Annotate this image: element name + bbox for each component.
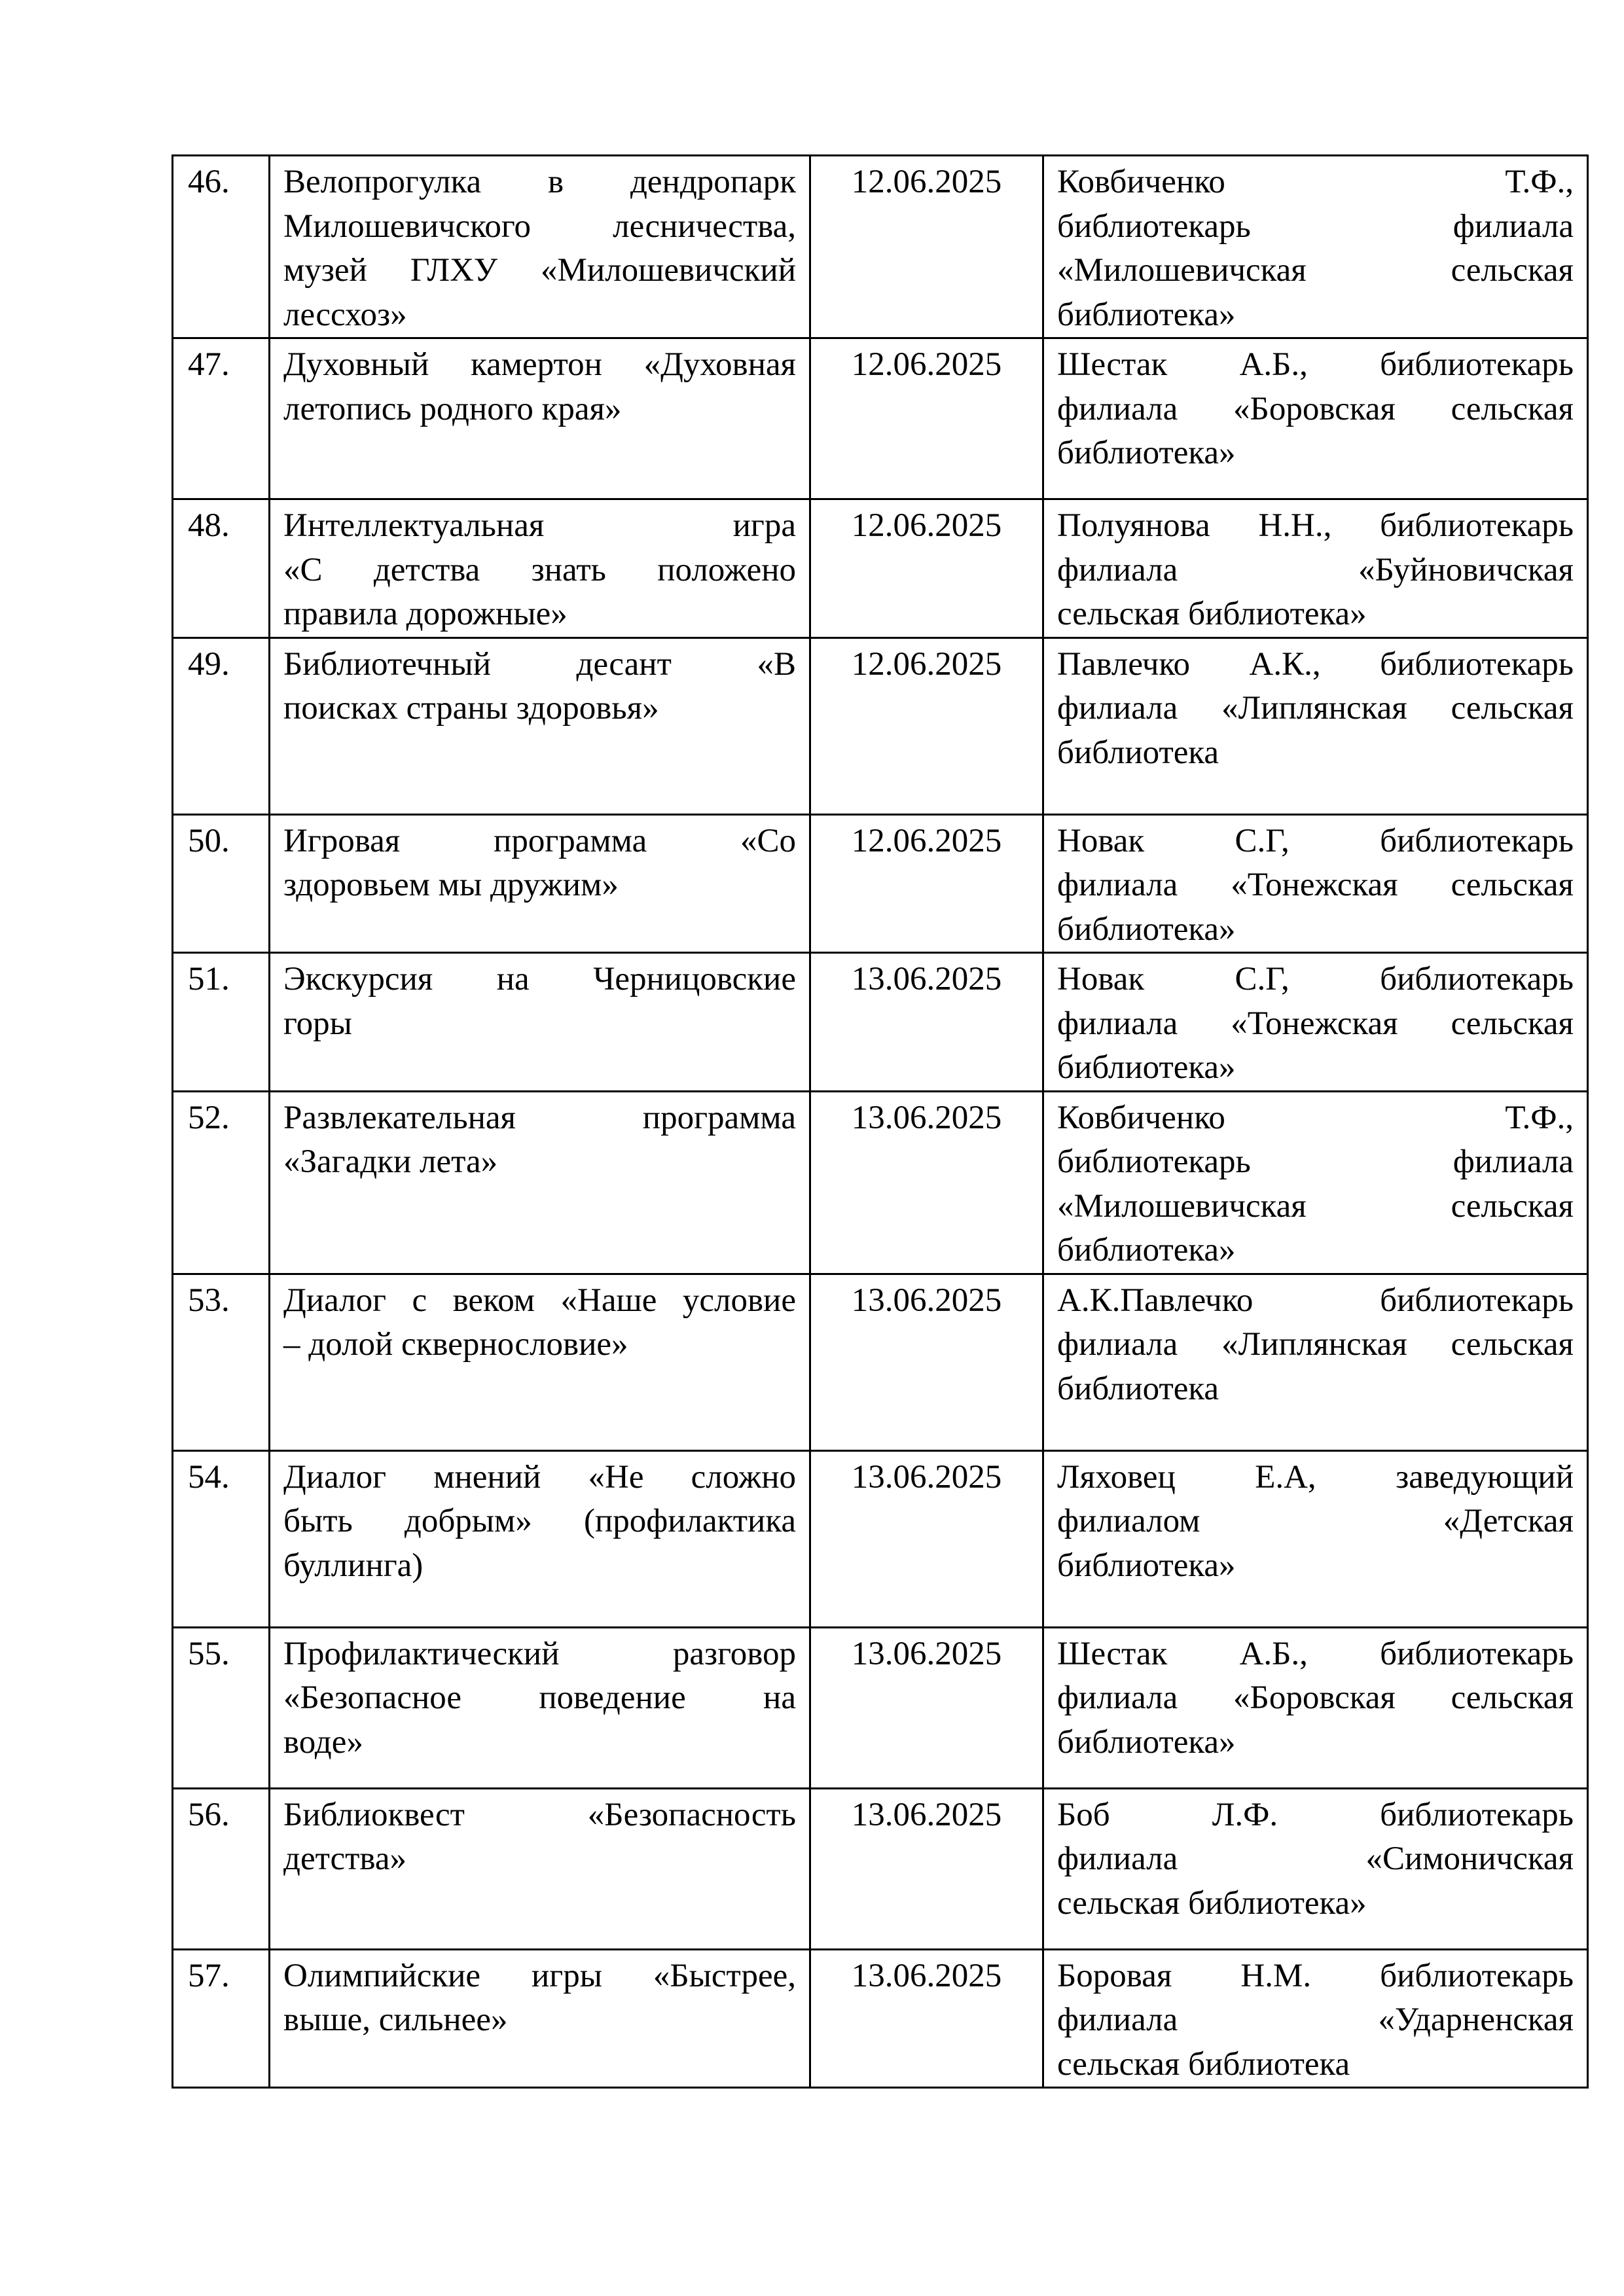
event-date: 12.06.2025 bbox=[810, 499, 1043, 638]
cell-text-line: Ковбиченко Т.Ф., bbox=[1057, 1099, 1574, 1136]
event-title bbox=[270, 1450, 810, 1627]
table-row bbox=[173, 156, 1588, 338]
row-number: 49. bbox=[173, 637, 270, 814]
cell-text-line: «Загадки лета» bbox=[283, 1143, 498, 1180]
event-date: 12.06.2025 bbox=[810, 637, 1043, 814]
table-row bbox=[173, 1949, 1588, 2088]
responsible-person bbox=[1043, 1949, 1588, 2088]
cell-text-line: Велопрогулка в дендропарк bbox=[283, 164, 796, 200]
event-title bbox=[270, 637, 810, 814]
event-date: 12.06.2025 bbox=[810, 338, 1043, 499]
events-table-body bbox=[173, 156, 1588, 2088]
cell-text-line: библиотека» bbox=[1057, 296, 1236, 333]
cell-text-line: филиала «Тонежская сельская bbox=[1057, 1005, 1574, 1042]
responsible-person bbox=[1043, 953, 1588, 1092]
cell-text-line: библиотека» bbox=[1057, 910, 1236, 948]
event-title bbox=[270, 814, 810, 953]
row-number: 56. bbox=[173, 1788, 270, 1949]
cell-text-line: Милошевичского лесничества, bbox=[283, 207, 796, 245]
cell-text-line: Боб Л.Ф. библиотекарь bbox=[1057, 1796, 1574, 1833]
cell-text-line: летопись родного края» bbox=[283, 390, 622, 427]
cell-text-line: сельская библиотека» bbox=[1057, 596, 1367, 632]
event-title bbox=[270, 953, 810, 1092]
event-date: 13.06.2025 bbox=[810, 1949, 1043, 2088]
event-date: 12.06.2025 bbox=[810, 814, 1043, 953]
cell-text-line: Библиотечный десант «В bbox=[283, 645, 796, 683]
responsible-person bbox=[1043, 338, 1588, 499]
table-row bbox=[173, 1450, 1588, 1627]
cell-text-line: библиотекарь филиала bbox=[1057, 1143, 1574, 1180]
table-row bbox=[173, 953, 1588, 1092]
cell-text-line: библиотека» bbox=[1057, 1049, 1236, 1086]
row-number: 54. bbox=[173, 1450, 270, 1627]
table-row bbox=[173, 1091, 1588, 1274]
event-title bbox=[270, 1949, 810, 2088]
cell-text-line: быть добрым» (профилактика bbox=[283, 1503, 796, 1539]
cell-text-line: Диалог мнений «Не сложно bbox=[283, 1458, 796, 1496]
event-date: 13.06.2025 bbox=[810, 1091, 1043, 1274]
event-title bbox=[270, 156, 810, 338]
cell-text-line: «Милошевичская сельская bbox=[1057, 252, 1574, 289]
responsible-person bbox=[1043, 814, 1588, 953]
event-date: 13.06.2025 bbox=[810, 953, 1043, 1092]
row-number: 47. bbox=[173, 338, 270, 499]
event-date: 13.06.2025 bbox=[810, 1274, 1043, 1450]
row-number: 57. bbox=[173, 1949, 270, 2088]
cell-text-line: сельская библиотека bbox=[1057, 2045, 1350, 2083]
table-row bbox=[173, 499, 1588, 638]
cell-text-line: библиотекарь филиала bbox=[1057, 207, 1574, 245]
table-row bbox=[173, 637, 1588, 814]
event-title bbox=[270, 1274, 810, 1450]
cell-text-line: Ковбиченко Т.Ф., bbox=[1057, 164, 1574, 200]
cell-text-line: Ляховец Е.А, заведующий bbox=[1057, 1458, 1574, 1496]
table-row bbox=[173, 814, 1588, 953]
cell-text-line: филиала «Боровская сельская bbox=[1057, 1679, 1574, 1716]
responsible-person bbox=[1043, 156, 1588, 338]
cell-text-line: горы bbox=[283, 1005, 352, 1042]
events-table bbox=[171, 154, 1589, 2089]
cell-text-line: Полуянова Н.Н., библиотекарь bbox=[1057, 507, 1574, 544]
row-number: 48. bbox=[173, 499, 270, 638]
row-number: 51. bbox=[173, 953, 270, 1092]
cell-text-line: библиотека bbox=[1057, 1370, 1219, 1407]
cell-text-line: буллинга) bbox=[283, 1547, 424, 1584]
cell-text-line: филиала «Липлянская сельская bbox=[1057, 1326, 1574, 1363]
event-date: 13.06.2025 bbox=[810, 1788, 1043, 1949]
responsible-person bbox=[1043, 1274, 1588, 1450]
row-number: 46. bbox=[173, 156, 270, 338]
cell-text-line: Экскурсия на Черницовские bbox=[283, 961, 796, 997]
cell-text-line: сельская библиотека» bbox=[1057, 1884, 1367, 1922]
cell-text-line: библиотека bbox=[1057, 734, 1219, 771]
responsible-person bbox=[1043, 1091, 1588, 1274]
cell-text-line: музей ГЛХУ «Милошевичский bbox=[283, 252, 796, 289]
cell-text-line: Диалог с веком «Наше условие bbox=[283, 1282, 796, 1319]
cell-text-line: «Милошевичская сельская bbox=[1057, 1187, 1574, 1225]
cell-text-line: библиотека» bbox=[1057, 1232, 1236, 1268]
cell-text-line: «С детства знать положено bbox=[283, 551, 796, 588]
cell-text-line: филиала «Липлянская сельская bbox=[1057, 690, 1574, 726]
cell-text-line: филиала «Боровская сельская bbox=[1057, 390, 1574, 427]
event-title bbox=[270, 1788, 810, 1949]
event-date: 12.06.2025 bbox=[810, 156, 1043, 338]
row-number: 50. bbox=[173, 814, 270, 953]
cell-text-line: библиотека» bbox=[1057, 1547, 1236, 1584]
cell-text-line: Шестак А.Б., библиотекарь bbox=[1057, 346, 1574, 383]
row-number: 53. bbox=[173, 1274, 270, 1450]
cell-text-line: Библиоквест «Безопасность bbox=[283, 1796, 796, 1833]
cell-text-line: – долой сквернословие» bbox=[283, 1326, 628, 1363]
cell-text-line: здоровьем мы дружим» bbox=[283, 867, 619, 903]
cell-text-line: Игровая программа «Со bbox=[283, 822, 796, 859]
table-row bbox=[173, 1274, 1588, 1450]
cell-text-line: Профилактический разговор bbox=[283, 1635, 796, 1672]
cell-text-line: Новак С.Г, библиотекарь bbox=[1057, 961, 1574, 997]
cell-text-line: воде» bbox=[283, 1723, 363, 1761]
responsible-person bbox=[1043, 1450, 1588, 1627]
cell-text-line: Духовный камертон «Духовная bbox=[283, 346, 796, 383]
cell-text-line: филиалом «Детская bbox=[1057, 1503, 1574, 1539]
cell-text-line: филиала «Ударненская bbox=[1057, 2001, 1574, 2038]
cell-text-line: библиотека» bbox=[1057, 1723, 1236, 1761]
cell-text-line: Боровая Н.М. библиотекарь bbox=[1057, 1957, 1574, 1994]
responsible-person bbox=[1043, 1788, 1588, 1949]
cell-text-line: библиотека» bbox=[1057, 435, 1236, 471]
responsible-person bbox=[1043, 499, 1588, 638]
cell-text-line: филиала «Тонежская сельская bbox=[1057, 867, 1574, 903]
cell-text-line: филиала «Буйновичская bbox=[1057, 551, 1574, 588]
event-title bbox=[270, 1091, 810, 1274]
cell-text-line: детства» bbox=[283, 1840, 406, 1877]
cell-text-line: Новак С.Г, библиотекарь bbox=[1057, 822, 1574, 859]
responsible-person bbox=[1043, 1627, 1588, 1788]
cell-text-line: Олимпийские игры «Быстрее, bbox=[283, 1957, 796, 1994]
cell-text-line: поисках страны здоровья» bbox=[283, 690, 659, 726]
cell-text-line: филиала «Симоничская bbox=[1057, 1840, 1574, 1877]
cell-text-line: «Безопасное поведение на bbox=[283, 1679, 796, 1716]
event-title bbox=[270, 499, 810, 638]
event-date: 13.06.2025 bbox=[810, 1627, 1043, 1788]
cell-text-line: Павлечко А.К., библиотекарь bbox=[1057, 645, 1574, 683]
cell-text-line: выше, сильнее» bbox=[283, 2001, 508, 2038]
event-title bbox=[270, 338, 810, 499]
row-number: 55. bbox=[173, 1627, 270, 1788]
cell-text-line: Развлекательная программа bbox=[283, 1099, 796, 1136]
row-number: 52. bbox=[173, 1091, 270, 1274]
event-date: 13.06.2025 bbox=[810, 1450, 1043, 1627]
cell-text-line: А.К.Павлечко библиотекарь bbox=[1057, 1282, 1574, 1319]
cell-text-line: Интеллектуальная игра bbox=[283, 507, 796, 544]
table-row bbox=[173, 1788, 1588, 1949]
event-title bbox=[270, 1627, 810, 1788]
cell-text-line: правила дорожные» bbox=[283, 596, 568, 632]
responsible-person bbox=[1043, 637, 1588, 814]
cell-text-line: Шестак А.Б., библиотекарь bbox=[1057, 1635, 1574, 1672]
cell-text-line: лессхоз» bbox=[283, 296, 407, 333]
table-row bbox=[173, 338, 1588, 499]
table-row bbox=[173, 1627, 1588, 1788]
